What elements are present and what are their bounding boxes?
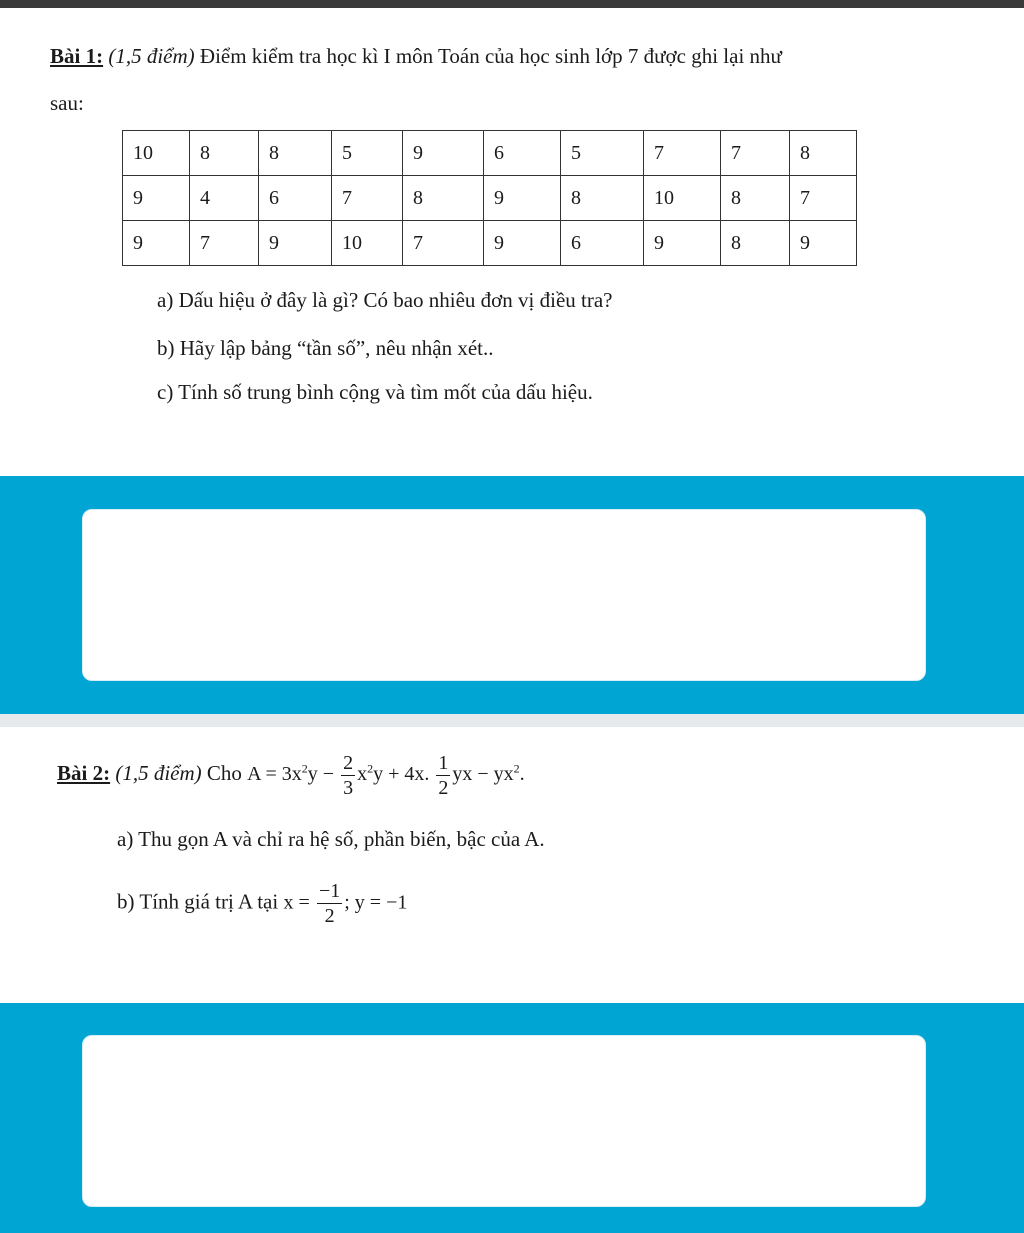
- table-cell: 7: [790, 176, 857, 221]
- fraction-1-denominator: 3: [343, 777, 354, 799]
- fraction-2-denominator: 2: [438, 777, 449, 799]
- table-cell: 6: [561, 221, 644, 266]
- fraction-2-numerator: 1: [438, 752, 449, 774]
- table-cell: 8: [259, 131, 332, 176]
- table-cell: 8: [721, 221, 790, 266]
- table-cell: 10: [123, 131, 190, 176]
- formula-end: .: [519, 763, 525, 786]
- question-2b-x: x =: [283, 891, 310, 914]
- section-divider: [0, 714, 1024, 727]
- fraction-3-numerator: −1: [318, 880, 341, 902]
- problem-2-points: (1,5 điểm): [115, 761, 202, 786]
- problem-2-heading: Bài 2:: [57, 761, 111, 786]
- question-2b-text: b) Tính giá trị A tại: [117, 889, 284, 914]
- table-cell: 10: [644, 176, 721, 221]
- table-cell: 6: [484, 131, 561, 176]
- table-cell: 10: [332, 221, 403, 266]
- table-cell: 9: [484, 176, 561, 221]
- problem-1-image: [0, 8, 1024, 476]
- table-cell: 5: [561, 131, 644, 176]
- table-cell: 8: [790, 131, 857, 176]
- table-cell: 9: [790, 221, 857, 266]
- table-cell: 8: [403, 176, 484, 221]
- table-cell: 5: [332, 131, 403, 176]
- table-cell: 8: [190, 131, 259, 176]
- table-cell: 8: [721, 176, 790, 221]
- problem-2-title-line: [57, 753, 525, 798]
- problem-1-intro-line1: Điểm kiểm tra học kì I môn Toán của học sinh lớp 7 được ghi lại như: [194, 44, 782, 68]
- table-cell: 9: [123, 176, 190, 221]
- table-cell: 7: [190, 221, 259, 266]
- formula-exp-3: 2: [513, 761, 520, 776]
- formula-exp-2: 2: [367, 761, 374, 776]
- table-cell: 9: [484, 221, 561, 266]
- formula-term3: yx − yx: [452, 763, 514, 786]
- table-cell: 9: [403, 131, 484, 176]
- table-cell: 9: [123, 221, 190, 266]
- question-2b: [117, 881, 407, 926]
- question-2b-y: ; y = −1: [344, 891, 408, 914]
- table-row: [123, 221, 857, 266]
- problem-1-intro-line2: sau:: [50, 91, 84, 115]
- fraction-one-half: [436, 753, 450, 798]
- table-cell: 7: [403, 221, 484, 266]
- fraction-3-denominator: 2: [324, 905, 335, 927]
- question-1a: a) Dấu hiệu ở đây là gì? Có bao nhiêu đơn vị điều tra?: [157, 288, 613, 312]
- table-cell: 9: [644, 221, 721, 266]
- table-cell: 7: [332, 176, 403, 221]
- table-cell: 4: [190, 176, 259, 221]
- table-row: [123, 176, 857, 221]
- formula-term2: x: [357, 763, 368, 786]
- answer-input-box-1[interactable]: [82, 509, 926, 681]
- table-cell: 9: [259, 221, 332, 266]
- problem-2-image: [0, 727, 1024, 1003]
- top-status-strip: [0, 0, 1024, 8]
- problem-1-title-line: [50, 44, 782, 69]
- question-2a: a) Thu gọn A và chỉ ra hệ số, phần biến, bậc của A.: [117, 827, 545, 851]
- fraction-1-numerator: 2: [343, 752, 354, 774]
- score-table: [122, 130, 857, 266]
- formula-lhs: A = 3x: [247, 763, 302, 786]
- table-cell: 6: [259, 176, 332, 221]
- table-cell: 7: [721, 131, 790, 176]
- fraction-two-thirds: [341, 753, 355, 798]
- table-row: [123, 131, 857, 176]
- formula-exp-1: 2: [301, 761, 308, 776]
- question-1c: c) Tính số trung bình cộng và tìm mốt của dấu hiệu.: [157, 380, 593, 404]
- fraction-minus-one-half: [317, 881, 342, 926]
- problem-1-points: (1,5 điểm): [108, 44, 195, 68]
- formula-term2-after: y + 4x.: [373, 763, 430, 786]
- table-cell: 8: [561, 176, 644, 221]
- formula-term1-after: y −: [307, 763, 335, 786]
- formula-A: [247, 752, 525, 799]
- answer-input-box-2[interactable]: [82, 1035, 926, 1207]
- problem-1-heading: Bài 1:: [50, 44, 104, 68]
- problem-2-intro: Cho: [201, 761, 248, 786]
- table-cell: 7: [644, 131, 721, 176]
- question-1b: b) Hãy lập bảng “tần số”, nêu nhận xét..: [157, 336, 494, 360]
